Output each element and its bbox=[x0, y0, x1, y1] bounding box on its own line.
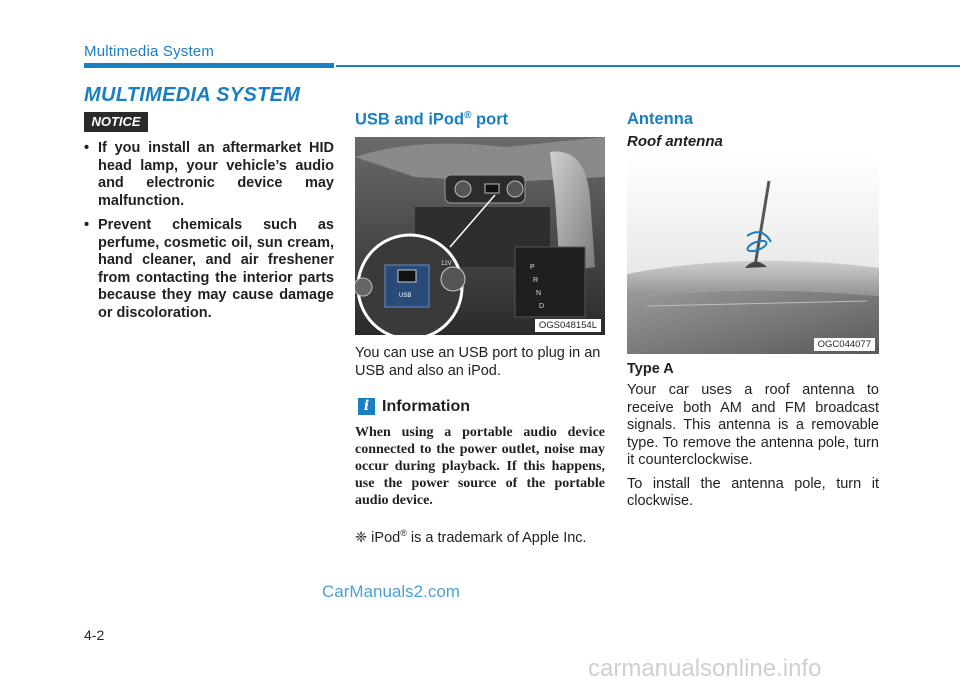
svg-text:N: N bbox=[536, 290, 542, 297]
antenna-subtitle: Roof antenna bbox=[627, 133, 723, 150]
roof-antenna-illustration bbox=[627, 156, 879, 354]
notice-list bbox=[84, 140, 334, 329]
info-title: Information bbox=[382, 398, 470, 415]
trademark-suffix: is a trademark of Apple Inc. bbox=[406, 529, 587, 546]
roof-antenna-photo bbox=[627, 156, 879, 354]
section-title: MULTIMEDIA SYSTEM bbox=[84, 84, 301, 106]
antenna-paragraph: To install the antenna pole, turn it clockwise. bbox=[627, 475, 879, 509]
type-label: Type A bbox=[627, 361, 674, 377]
registered-mark: ® bbox=[400, 528, 407, 538]
antenna-description bbox=[627, 382, 879, 517]
svg-text:P: P bbox=[530, 264, 535, 271]
usb-section-title bbox=[355, 110, 508, 130]
page-number: 4-2 bbox=[84, 627, 105, 643]
notice-badge: NOTICE bbox=[84, 112, 148, 132]
usb-photo-label: USB bbox=[399, 293, 412, 299]
center-console-illustration bbox=[355, 137, 605, 335]
svg-text:R: R bbox=[533, 277, 539, 284]
trademark-prefix: ❈ iPod bbox=[355, 529, 401, 546]
info-body: When using a portable audio device connected to the power outlet, noise may occur during playback. If this happens, use the power source of the portable audio device. bbox=[355, 425, 605, 508]
header-rule-thick bbox=[84, 63, 334, 68]
trademark-note bbox=[355, 525, 605, 547]
antenna-paragraph: Your car uses a roof antenna to receive both AM and FM broadcast signals. This antenna is a removable type. To remove the antenna pole, turn it counterclockwise. bbox=[627, 382, 879, 468]
info-icon: i bbox=[358, 398, 375, 415]
usb-description: You can use an USB port to plug in an USB and also an iPod. bbox=[355, 345, 601, 379]
notice-item: • Prevent chemicals such as perfume, cosmetic oil, sun cream, hand cleaner, and air freshener from contacting the interior parts because they may cause damage or discoloration. bbox=[84, 217, 334, 322]
watermark-link[interactable]: CarManuals2.com bbox=[322, 582, 460, 601]
power-photo-label: 12V bbox=[441, 261, 452, 267]
registered-mark: ® bbox=[464, 110, 472, 121]
usb-port-photo bbox=[355, 137, 605, 335]
svg-text:D: D bbox=[539, 303, 545, 310]
image-code: OGS048154L bbox=[535, 319, 601, 332]
header-rule-thin bbox=[336, 65, 960, 67]
usb-title-text: USB and iPod bbox=[355, 110, 465, 129]
footer-site-watermark: carmanualsonline.info bbox=[588, 655, 822, 682]
image-code: OGC044077 bbox=[814, 338, 875, 351]
notice-item: • If you install an aftermarket HID head lamp, your vehicle’s audio and electronic device may malfunction. bbox=[84, 140, 334, 210]
usb-title-suffix: port bbox=[471, 110, 509, 129]
running-head: Multimedia System bbox=[84, 43, 215, 60]
antenna-section-title: Antenna bbox=[627, 110, 693, 128]
